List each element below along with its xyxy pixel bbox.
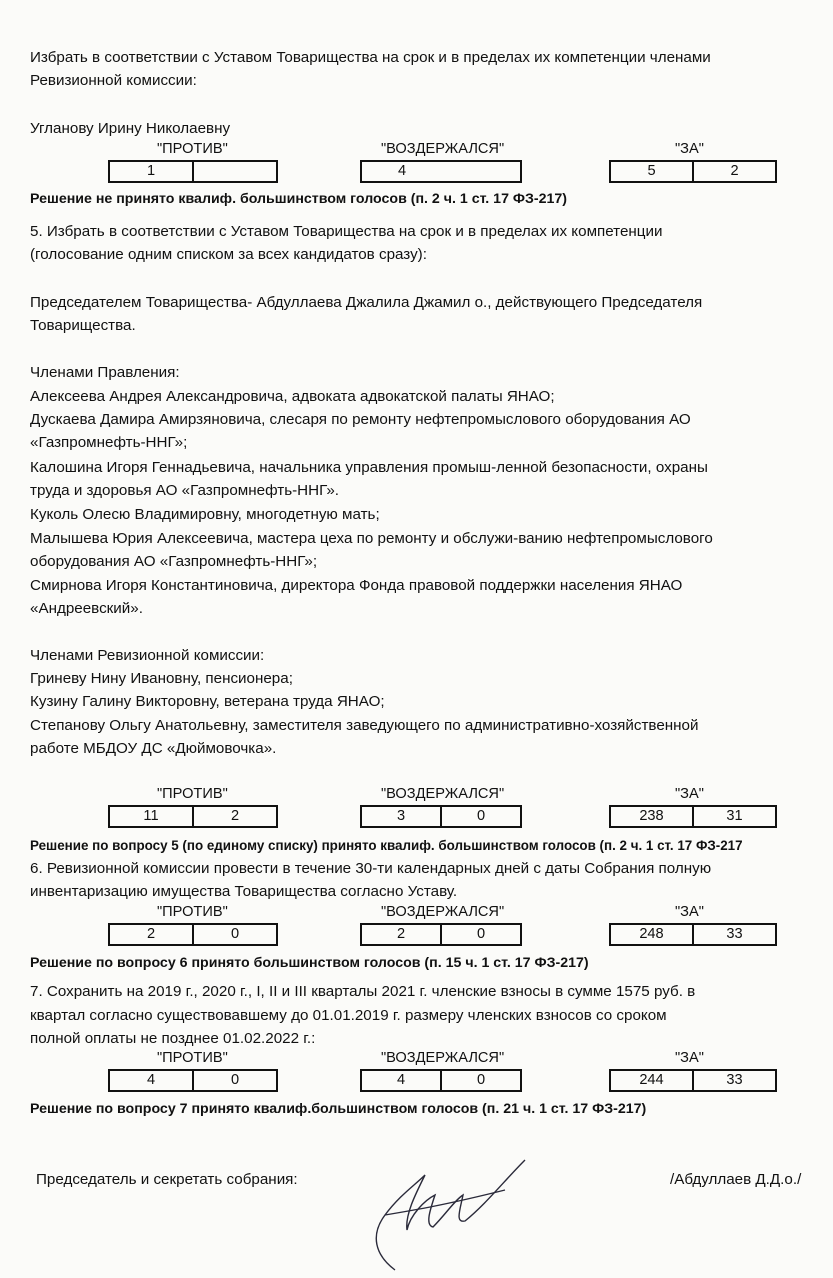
candidate-name: Угланову Ирину Николаевну bbox=[30, 120, 231, 137]
against-box bbox=[108, 160, 278, 183]
paragraph-line: Избрать в соответствии с Уставом Товарищества на срок и в пределах их компетенции членами bbox=[30, 49, 711, 66]
question-6-line: 6. Ревизионной комиссии провести в течение 30-ти календарных дней с даты Собрания полную bbox=[30, 860, 712, 877]
board-title: Членами Правления: bbox=[30, 364, 180, 381]
against-box bbox=[108, 1069, 278, 1092]
decision-6: Решение по вопросу 6 принято большинством голосов (п. 15 ч. 1 ст. 17 ФЗ-217) bbox=[30, 955, 589, 971]
board-line: Дускаева Дамира Амирзяновича, слесаря по ремонту нефтепромыслового оборудования АО bbox=[30, 411, 691, 428]
for-box bbox=[609, 805, 777, 828]
cell: 2 bbox=[396, 926, 406, 942]
vote-table-5 bbox=[0, 785, 833, 831]
cell: 0 bbox=[440, 925, 520, 944]
audit-line: работе МБДОУ ДС «Дюймовочка». bbox=[30, 740, 277, 757]
cell: 33 bbox=[692, 1071, 775, 1090]
question-7-line: квартал согласно существовавшему до 01.01.2019 г. размеру членских взносов со сроком bbox=[30, 1007, 667, 1024]
cell: 248 bbox=[639, 926, 664, 942]
label-for: "ЗА" bbox=[675, 786, 704, 802]
audit-line: Гриневу Нину Ивановну, пенсионера; bbox=[30, 670, 293, 687]
against-box bbox=[108, 805, 278, 828]
cell: 244 bbox=[639, 1072, 664, 1088]
board-line: труда и здоровья АО «Газпромнефть-ННГ». bbox=[30, 482, 339, 499]
cell: 5 bbox=[647, 163, 656, 179]
signature-image bbox=[355, 1155, 535, 1275]
board-line: «Газпромнефть-ННГ»; bbox=[30, 434, 188, 451]
question-6-line: инвентаризацию имущества Товарищества согласно Уставу. bbox=[30, 883, 458, 900]
label-abstain: "ВОЗДЕРЖАЛСЯ" bbox=[381, 786, 505, 802]
board-line: «Андреевский». bbox=[30, 600, 143, 617]
label-for: "ЗА" bbox=[675, 1050, 704, 1066]
cell: 3 bbox=[396, 808, 406, 824]
label-abstain: "ВОЗДЕРЖАЛСЯ" bbox=[381, 141, 505, 157]
cell: 2 bbox=[192, 807, 276, 826]
cell: 2 bbox=[146, 926, 156, 942]
chair-line: Председателем Товарищества- Абдуллаева Джалила Джамил о., действующего Председателя bbox=[30, 294, 703, 311]
board-line: Алексеева Андрея Александровича, адвоката адвокатской палаты ЯНАО; bbox=[30, 388, 555, 405]
paragraph-line: Ревизионной комиссии: bbox=[30, 72, 197, 89]
label-abstain: "ВОЗДЕРЖАЛСЯ" bbox=[381, 904, 505, 920]
cell: 11 bbox=[143, 808, 159, 824]
question-7-line: полной оплаты не позднее 01.02.2022 г.: bbox=[30, 1030, 316, 1047]
board-line: Куколь Олесю Владимировну, многодетную мать; bbox=[30, 506, 380, 523]
cell: 0 bbox=[192, 1071, 276, 1090]
label-against: "ПРОТИВ" bbox=[157, 904, 228, 920]
cell: 0 bbox=[440, 1071, 520, 1090]
for-box bbox=[609, 160, 777, 183]
abstain-box bbox=[360, 805, 522, 828]
board-line: Смирнова Игоря Константиновича, директора Фонда правовой поддержки населения ЯНАО bbox=[30, 577, 683, 594]
cell: 31 bbox=[692, 807, 775, 826]
abstain-box bbox=[360, 160, 522, 183]
signature-stroke bbox=[376, 1160, 525, 1270]
for-box bbox=[609, 1069, 777, 1092]
audit-line: Степанову Ольгу Анатольевну, заместителя заведующего по административно-хозяйственной bbox=[30, 717, 699, 734]
cell: 2 bbox=[692, 162, 775, 181]
signature-stroke bbox=[385, 1190, 505, 1215]
cell: 1 bbox=[146, 163, 156, 179]
cell: 0 bbox=[192, 925, 276, 944]
cell: 0 bbox=[440, 807, 520, 826]
cell: 4 bbox=[146, 1072, 156, 1088]
for-box bbox=[609, 923, 777, 946]
signature-caption: Председатель и секретать собрания: bbox=[36, 1171, 298, 1188]
decision-7: Решение по вопросу 7 принято квалиф.большинством голосов (п. 21 ч. 1 ст. 17 ФЗ-217) bbox=[30, 1101, 647, 1117]
vote-table-6 bbox=[0, 903, 833, 949]
cell: 33 bbox=[692, 925, 775, 944]
question-5-line: (голосование одним списком за всех кандидатов сразу): bbox=[30, 246, 427, 263]
decision-1: Решение не принято квалиф. большинством голосов (п. 2 ч. 1 ст. 17 ФЗ-217) bbox=[30, 191, 568, 207]
cell bbox=[192, 162, 276, 181]
question-7-line: 7. Сохранить на 2019 г., 2020 г., I, II и III кварталы 2021 г. членские взносы в сумме 1575 руб. в bbox=[30, 983, 696, 1000]
label-against: "ПРОТИВ" bbox=[157, 141, 228, 157]
question-5-line: 5. Избрать в соответствии с Уставом Товарищества на срок и в пределах их компетенции bbox=[30, 223, 663, 240]
abstain-box bbox=[360, 1069, 522, 1092]
label-against: "ПРОТИВ" bbox=[157, 786, 228, 802]
signatory-name: /Абдуллаев Д.Д.о./ bbox=[670, 1171, 802, 1188]
board-line: Малышева Юрия Алексеевича, мастера цеха по ремонту и обслужи-ванию нефтепромыслового bbox=[30, 530, 713, 547]
cell: 4 bbox=[397, 163, 407, 179]
label-against: "ПРОТИВ" bbox=[157, 1050, 228, 1066]
audit-line: Кузину Галину Викторовну, ветерана труда ЯНАО; bbox=[30, 693, 385, 710]
cell: 238 bbox=[639, 808, 664, 824]
label-for: "ЗА" bbox=[675, 141, 704, 157]
audit-title: Членами Ревизионной комиссии: bbox=[30, 647, 265, 664]
board-line: оборудования АО «Газпромнефть-ННГ»; bbox=[30, 553, 318, 570]
cell: 4 bbox=[396, 1072, 406, 1088]
label-abstain: "ВОЗДЕРЖАЛСЯ" bbox=[381, 1050, 505, 1066]
board-line: Калошина Игоря Геннадьевича, начальника управления промыш-ленной безопасности, охраны bbox=[30, 459, 708, 476]
against-box bbox=[108, 923, 278, 946]
abstain-box bbox=[360, 923, 522, 946]
vote-table-1 bbox=[0, 140, 833, 186]
label-for: "ЗА" bbox=[675, 904, 704, 920]
decision-5: Решение по вопросу 5 (по единому списку) принято квалиф. большинством голосов (п. 2 ч. 1 ст. 17 ФЗ-217 bbox=[30, 838, 743, 853]
chair-line: Товарищества. bbox=[30, 317, 136, 334]
vote-table-7 bbox=[0, 1049, 833, 1095]
